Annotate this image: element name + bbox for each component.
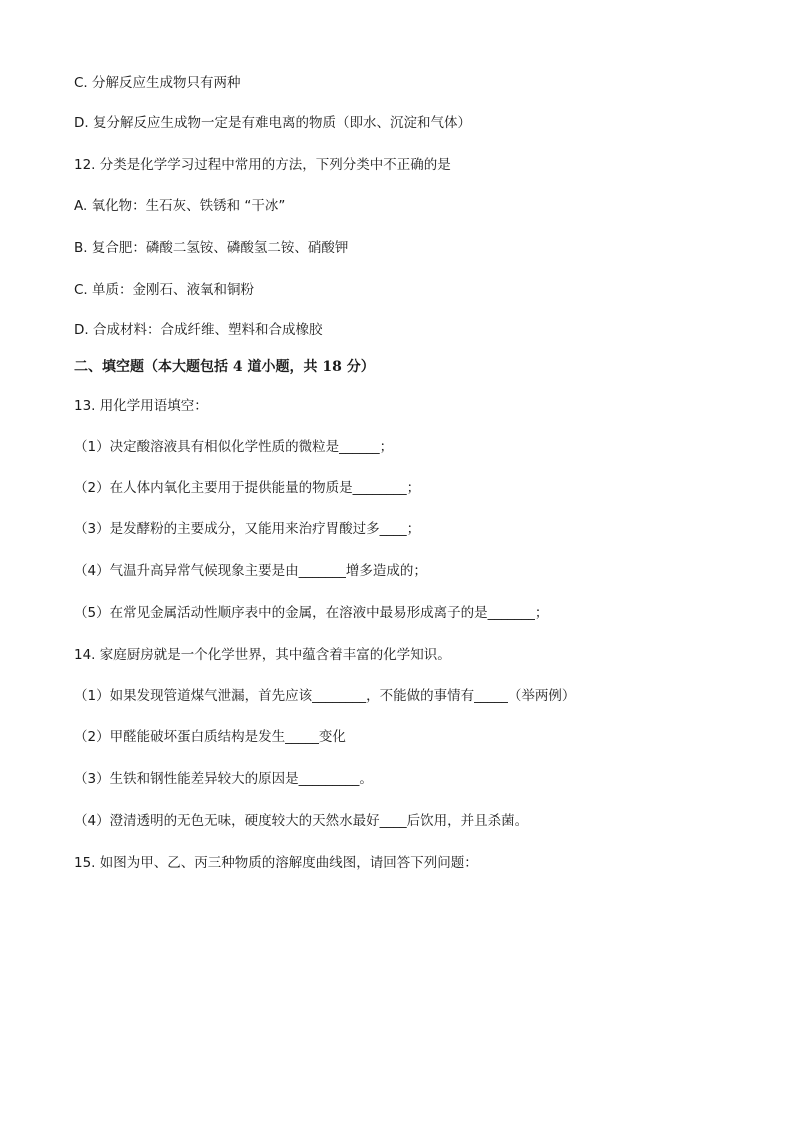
question-14-part-1: （1）如果发现管道煤气泄漏，首先应该________，不能做的事情有_____（举两例） <box>74 688 576 704</box>
option-12c: C. 单质：金刚石、液氧和铜粉 <box>74 282 255 298</box>
question-13-part-2: （2）在人体内氧化主要用于提供能量的物质是________； <box>74 480 421 496</box>
question-14-part-2: （2）甲醛能破坏蛋白质结构是发生_____变化 <box>74 729 346 745</box>
question-12: 12. 分类是化学学习过程中常用的方法，下列分类中不正确的是 <box>74 157 451 173</box>
question-14-part-4: （4）澄清透明的无色无味，硬度较大的天然水最好____后饮用，并且杀菌。 <box>74 813 529 829</box>
section-heading: 二、填空题（本大题包括 4 道小题，共 18 分） <box>74 359 375 375</box>
option-12b: B. 复合肥：磷酸二氢铵、磷酸氢二铵、硝酸钾 <box>74 240 349 256</box>
option-11d: D. 复分解反应生成物一定是有难电离的物质（即水、沉淀和气体） <box>74 115 471 131</box>
option-12a: A. 氧化物：生石灰、铁锈和 “干冰” <box>74 198 286 214</box>
question-13-part-3: （3）是发酵粉的主要成分，又能用来治疗胃酸过多____； <box>74 521 421 537</box>
question-14: 14. 家庭厨房就是一个化学世界，其中蕴含着丰富的化学知识。 <box>74 647 451 663</box>
option-12d: D. 合成材料：合成纤维、塑料和合成橡胶 <box>74 322 323 338</box>
question-13: 13. 用化学用语填空： <box>74 398 208 414</box>
question-13-part-4: （4）气温升高异常气候现象主要是由_______增多造成的； <box>74 563 427 579</box>
question-15: 15. 如图为甲、乙、丙三种物质的溶解度曲线图，请回答下列问题： <box>74 855 478 871</box>
question-13-part-5: （5）在常见金属活动性顺序表中的金属，在溶液中最易形成离子的是_______； <box>74 605 549 621</box>
question-13-part-1: （1）决定酸溶液具有相似化学性质的微粒是______； <box>74 439 394 455</box>
question-14-part-3: （3）生铁和钢性能差异较大的原因是_________。 <box>74 771 373 787</box>
option-11c: C. 分解反应生成物只有两种 <box>74 75 241 91</box>
